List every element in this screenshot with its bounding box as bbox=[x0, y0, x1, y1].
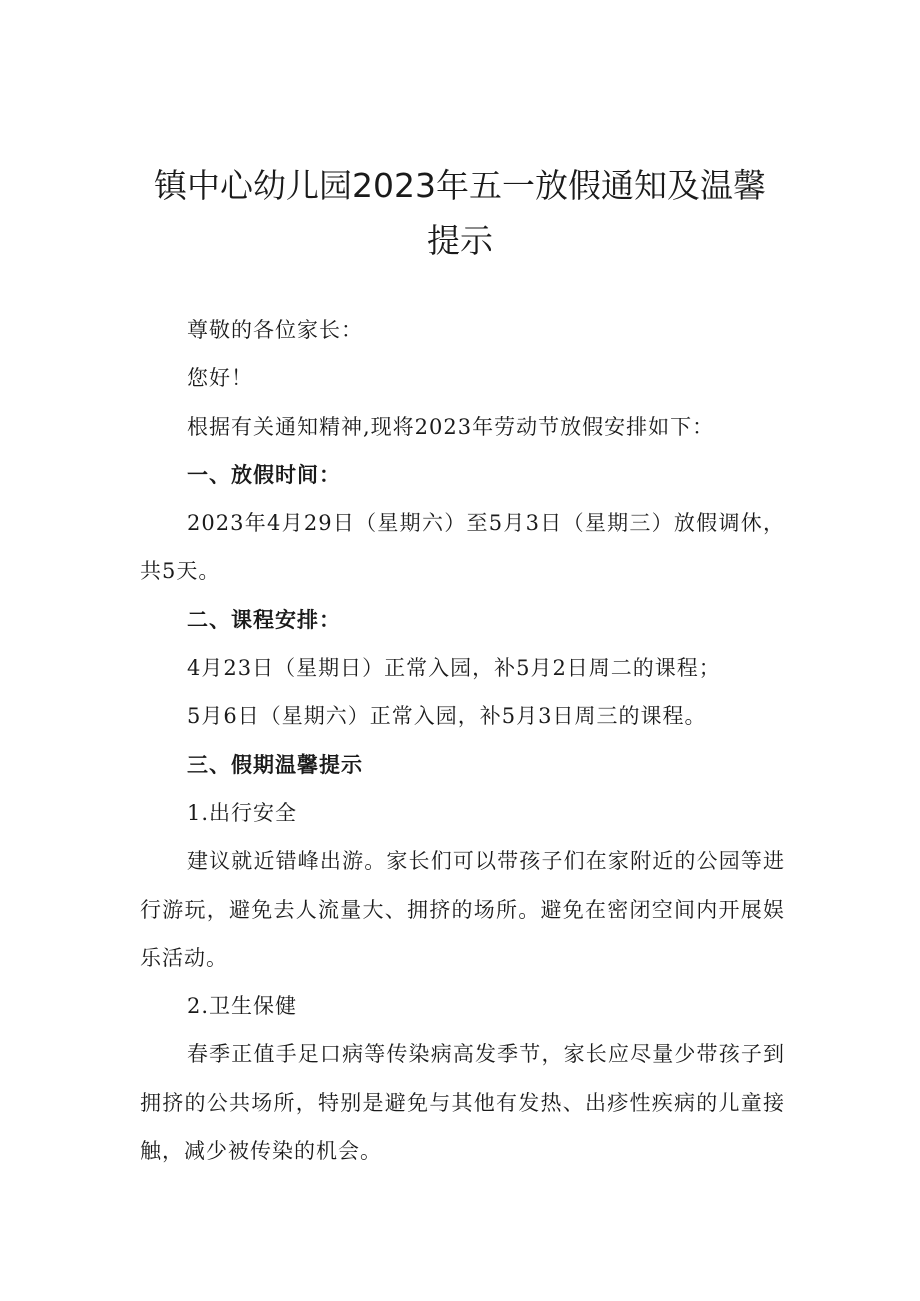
document-body bbox=[140, 306, 785, 1175]
section-heading-holiday-time: 一、放假时间： bbox=[187, 462, 341, 487]
document-title: 镇中心幼儿园2023年五一放假通知及温馨提示 bbox=[154, 166, 766, 260]
salutation: 尊敬的各位家长： bbox=[187, 318, 363, 342]
holiday-time-paragraph: 2023年4月29日（星期六）至5月3日（星期三）放假调休，共5天。 bbox=[140, 511, 785, 584]
travel-safety-paragraph: 建议就近错峰出游。家长们可以带孩子们在家附近的公园等进行游玩，避免去人流量大、拥挤的场所。避免在密闭空间内开展娱乐活动。 bbox=[140, 849, 785, 970]
health-care-paragraph: 春季正值手足口病等传染病高发季节，家长应尽量少带孩子到拥挤的公共场所，特别是避免与其他有发热、出疹性疾病的儿童接触，减少被传染的机会。 bbox=[140, 1042, 785, 1164]
course-schedule-line: 5月6日（星期六）正常入园，补5月3日周三的课程。 bbox=[187, 704, 707, 729]
section-heading-course-schedule: 二、课程安排： bbox=[187, 607, 341, 632]
course-schedule-line: 4月23日（星期日）正常入园，补5月2日周二的课程； bbox=[187, 656, 721, 681]
tip-subheading-health-care: 2.卫生保健 bbox=[187, 994, 298, 1019]
tip-subheading-travel-safety: 1.出行安全 bbox=[187, 800, 298, 825]
intro-text: 根据有关通知精神,现将2023年劳动节放假安排如下： bbox=[187, 414, 715, 439]
section-heading-holiday-tips: 三、假期温馨提示 bbox=[187, 752, 363, 777]
greeting: 您好！ bbox=[187, 366, 253, 391]
